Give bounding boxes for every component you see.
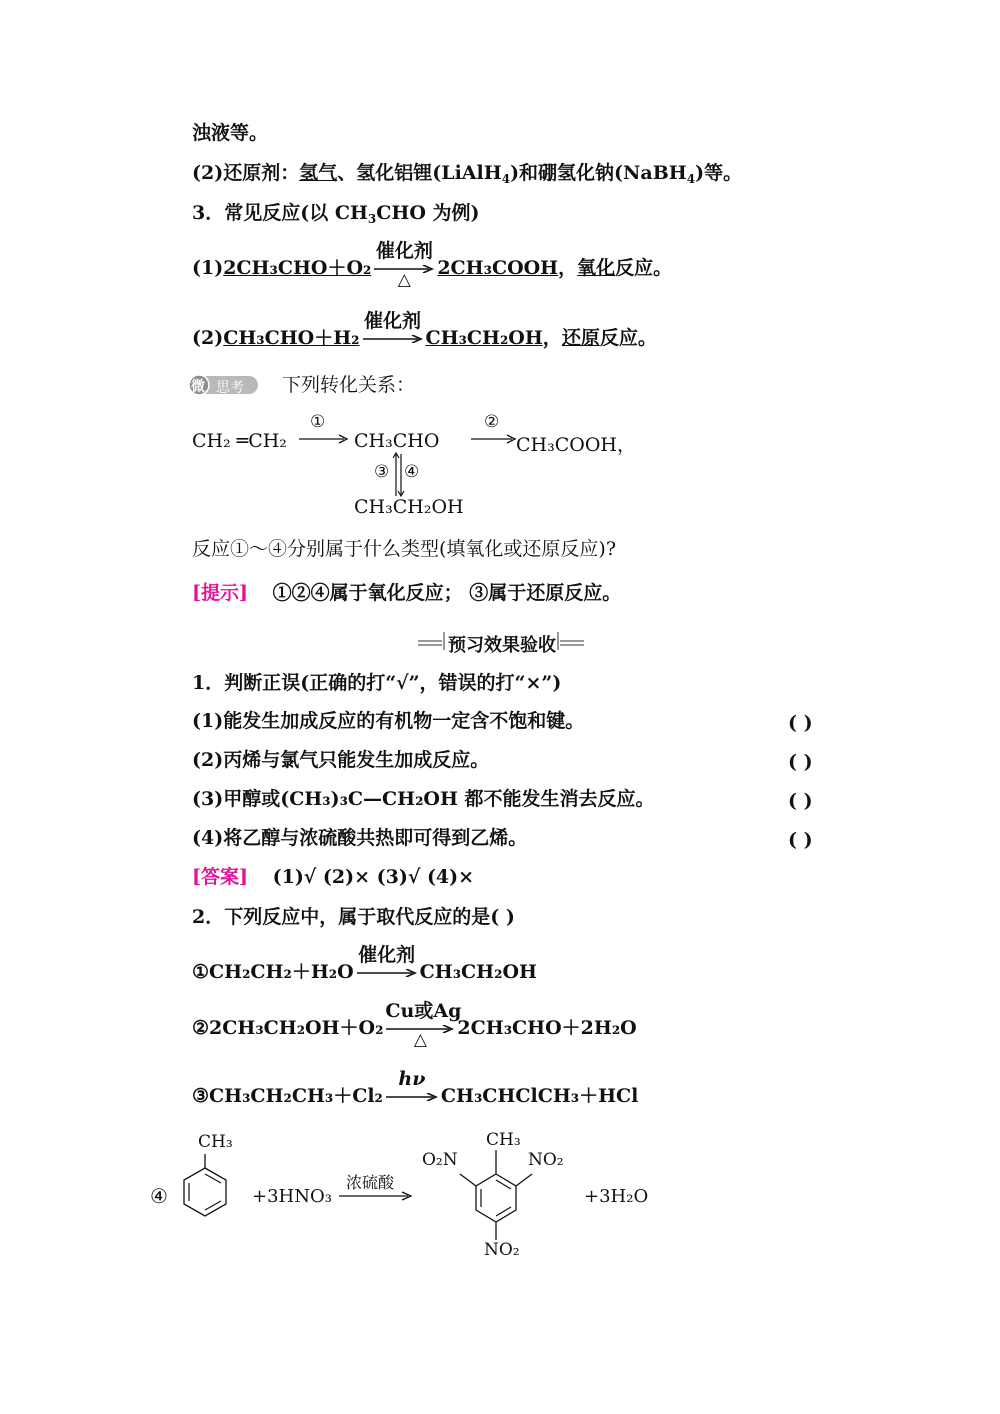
hint-tag: [提示]	[192, 582, 248, 604]
section-title: 预习效果验收	[448, 635, 556, 656]
line-text: 反应。	[615, 256, 673, 279]
product: 2CH₃CHO＋2H₂O	[457, 1016, 637, 1039]
reducing-agents-line	[192, 164, 742, 185]
product: CH₃CH₂OH	[419, 960, 537, 983]
nitro-left-label: O₂N	[422, 1150, 458, 1170]
option-2	[192, 1000, 637, 1050]
reaction-arrow	[362, 310, 424, 358]
answer-blank: ( )	[788, 712, 813, 734]
catalyst-label: 催化剂	[363, 310, 421, 332]
question-line	[192, 540, 616, 559]
line-text: 反应。	[599, 326, 657, 349]
q1-title	[192, 674, 561, 693]
ethanol-label: CH₃CH₂OH	[354, 496, 464, 518]
nitro-bottom-label: NO₂	[484, 1240, 520, 1260]
line-text: 、氢化铝锂(LiAlH	[337, 162, 502, 184]
q2-title	[192, 908, 515, 927]
reaction-arrow	[373, 240, 435, 290]
q1-item-text: (2)丙烯与氯气只能发生加成反应。	[192, 749, 490, 771]
q2-title-text: 2．下列反应中，属于取代反应的是( )	[192, 906, 515, 928]
badge-char: 微	[191, 379, 205, 395]
acetic-acid-label: CH₃COOH，	[516, 434, 636, 456]
heading-text: 3．常见反应(以 CH	[192, 202, 368, 224]
q1-item	[192, 712, 584, 731]
subscript: 4	[501, 172, 511, 186]
text-line	[192, 124, 268, 143]
reaction-arrow	[356, 944, 418, 992]
reaction-type: 还原	[561, 326, 600, 349]
methyl-label: CH₃	[486, 1130, 521, 1150]
step-2-label: ②	[484, 412, 500, 432]
hint-text: ①②④属于氧化反应； ③属于还原反应。	[272, 582, 622, 604]
section-banner	[416, 630, 586, 656]
trinitrotoluene-ring-icon	[456, 1148, 536, 1248]
product: CH₃CH₂OH	[425, 326, 543, 349]
reactants: ②2CH₃CH₂OH＋O₂	[192, 1016, 384, 1039]
reaction-prefix: (2)	[192, 326, 224, 349]
line-text: )等。	[695, 162, 743, 184]
think-badge	[188, 374, 260, 396]
option-4-number: ④	[150, 1184, 168, 1208]
step-1-label: ①	[310, 412, 326, 432]
arrow-icon	[338, 1190, 414, 1202]
reaction-type: 氧化	[577, 256, 616, 279]
catalyst-label: 浓硫酸	[346, 1173, 395, 1192]
question-text: 反应①～④分别属于什么类型(填氧化或还原反应)?	[192, 538, 617, 560]
option-1	[192, 944, 537, 992]
nitro-right-label: NO₂	[528, 1150, 564, 1170]
q1-item-text: (3)甲醇或(CH₃)₃C—CH₂OH 都不能发生消去反应。	[192, 788, 655, 810]
arrow-icon	[470, 432, 518, 446]
heat-label: △	[397, 270, 411, 290]
badge-label: 思考	[216, 380, 244, 396]
arrow-icon	[356, 969, 418, 977]
line-text: )和硼氢化钠(NaBH	[510, 162, 687, 184]
step-3-label: ③	[374, 462, 390, 482]
reaction-prefix: (1)	[192, 256, 224, 279]
subscript: 4	[686, 172, 696, 186]
separator: ，	[542, 326, 562, 349]
line-prefix: (2)还原剂：	[192, 162, 300, 184]
option-3	[192, 1068, 639, 1116]
step-4-label: ④	[404, 462, 420, 482]
reactants: CH₃CHO＋H₂	[223, 326, 360, 349]
answer-blank: ( )	[788, 790, 813, 812]
catalyst-label: 催化剂	[358, 944, 416, 966]
answer-blank: ( )	[788, 751, 813, 773]
separator: ，	[558, 256, 578, 279]
catalyst-label: 催化剂	[375, 240, 433, 262]
answer-blank: ( )	[788, 829, 813, 851]
q1-item	[192, 829, 527, 848]
q1-item-text: (4)将乙醇与浓硫酸共热即可得到乙烯。	[192, 827, 528, 849]
reaction-arrow	[385, 1000, 462, 1050]
water-label: +3H₂O	[584, 1186, 649, 1207]
think-text	[282, 376, 415, 395]
arrow-icon	[385, 1093, 439, 1101]
underlined-answer: 氢气	[299, 162, 338, 184]
q1-item-text: (1)能发生加成反应的有机物一定含不饱和键。	[192, 710, 585, 732]
section-heading	[192, 204, 480, 225]
methyl-label: CH₃	[198, 1132, 233, 1152]
answer-tag: [答案]	[192, 866, 248, 888]
product: CH₃CHClCH₃＋HCl	[440, 1084, 639, 1107]
ethene-label: CH₂ ═CH₂	[192, 430, 287, 452]
catalyst-label: Cu或Ag	[385, 1000, 462, 1022]
nitric-acid-label: +3HNO₃	[252, 1186, 332, 1207]
arrow-icon	[298, 432, 350, 446]
heat-label: △	[413, 1030, 427, 1050]
reaction-1	[192, 240, 673, 290]
think-prompt: 下列转化关系：	[282, 374, 416, 396]
reaction-arrow	[385, 1068, 439, 1116]
arrow-icon	[362, 335, 424, 343]
reactants: ①CH₂CH₂＋H₂O	[192, 960, 354, 983]
light-label: hν	[398, 1068, 426, 1090]
heading-text: CHO 为例)	[376, 202, 480, 224]
reactants: ③CH₃CH₂CH₃＋Cl₂	[192, 1084, 383, 1107]
q1-item	[192, 751, 489, 770]
reactants: 2CH₃CHO＋O₂	[223, 256, 372, 279]
q1-title-text: 1．判断正误(正确的打“√”，错误的打“×”)	[192, 672, 562, 694]
hint-line	[192, 584, 621, 603]
reaction-2	[192, 310, 657, 358]
q1-item	[192, 790, 655, 809]
answer-line	[192, 868, 474, 887]
acetaldehyde-label: CH₃CHO	[354, 430, 440, 452]
product: 2CH₃COOH	[437, 256, 559, 279]
line-text: 浊液等。	[192, 122, 269, 144]
answer-text: (1)√ (2)× (3)√ (4)×	[272, 866, 475, 888]
subscript: 3	[367, 212, 377, 226]
benzene-ring-icon	[178, 1154, 232, 1224]
